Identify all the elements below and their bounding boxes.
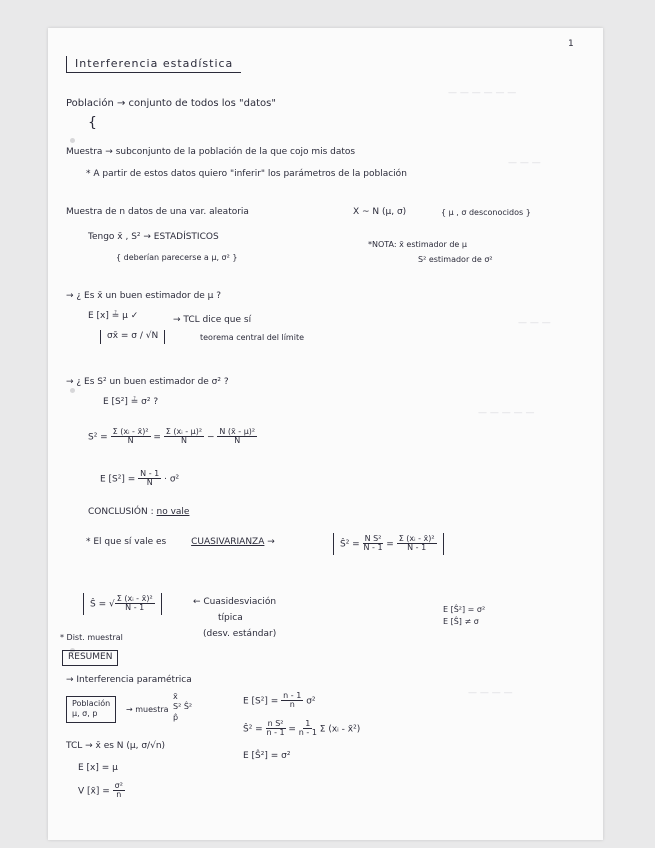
resumen-cuasi: Ŝ² = $\frac{\text{n S²}}{n - 1}$ = $\frac{1}{n - 1}$ Σ (xᵢ - x̄²): [243, 719, 361, 738]
side-note-1: E [Ŝ²] = σ²: [443, 605, 486, 614]
resumen-ex: E [x] = μ: [78, 763, 118, 773]
notebook-page: [48, 28, 603, 840]
resumen-es2: E [S²] = $\frac{n - 1}{n}$ σ²: [243, 691, 316, 710]
page-number: 1: [568, 39, 574, 49]
s2-formula: S² = $\frac{\text{Σ (xᵢ - x̄)²}}{N}$ = $\frac{\text{Σ (xᵢ - μ)²}}{N}$ − $\frac{\text{N (x̄ - μ)²}}{N}$: [88, 427, 256, 446]
question-2: → ¿ Es S² un buen estimador de σ² ?: [66, 377, 229, 387]
line-poblacion: Población → conjunto de todos los "datos": [66, 98, 276, 109]
estimadores: x̄ S² Ŝ² p̂: [173, 692, 193, 722]
desv-label-3: (desv. estándar): [203, 629, 277, 639]
desv-label-2: típica: [218, 613, 243, 623]
resumen-vx: V [x̄] = $\frac{\text{σ²}}{n}$: [78, 781, 123, 800]
bleed-through-text: — — —: [518, 318, 551, 328]
line-inferir: * A partir de estos datos quiero "inferir" los parámetros de la población: [86, 169, 407, 179]
line-distribucion: X ~ N (μ, σ): [353, 207, 407, 217]
cuasi-intro: * El que sí vale es CUASIVARIANZA →: [86, 537, 275, 547]
inferencia-line: → Interferencia paramétrica: [66, 675, 192, 685]
note-1: *NOTA: x̄ estimador de μ: [368, 240, 467, 249]
tcl-line: → TCL dice que sí: [173, 315, 252, 325]
line-deberian: { deberían parecerse a μ, σ² }: [116, 253, 238, 262]
punch-hole: [70, 138, 75, 143]
bleed-through-text: — — — — — —: [448, 88, 517, 98]
punch-hole: [70, 388, 75, 393]
bleed-through-text: — — — —: [468, 688, 513, 698]
es2-result: E [S²] = $\frac{N - 1}{N}$ · σ²: [100, 469, 180, 488]
dist-muestral: * Dist. muestral: [60, 633, 123, 642]
expected-x: E [x] ≟ μ ✓: [88, 311, 139, 321]
conclusion: CONCLUSIÓN : no vale: [88, 507, 190, 517]
sigma-x-formula: σx̄ = σ / √N: [100, 330, 165, 344]
side-note-2: E [Ŝ] ≠ σ: [443, 617, 479, 626]
note-2: S² estimador de σ²: [418, 255, 493, 264]
desv-formula: Ŝ = √ $\frac{\text{Σ (xᵢ - x̄)²}}{N - 1}$: [83, 593, 162, 615]
cuasi-formula: Ŝ² = $\frac{\text{N S²}}{N - 1}$ = $\frac{\text{Σ (xᵢ - x̄)²}}{N - 1}$: [333, 533, 444, 555]
resumen-heading: RESUMEN: [62, 650, 118, 666]
expected-s2: E [S²] ≟ σ² ?: [103, 397, 159, 407]
desv-label-1: ← Cuasidesviación: [193, 597, 277, 607]
resumen-es2-hat: E [Ŝ²] = σ²: [243, 751, 291, 761]
question-1: → ¿ Es x̄ un buen estimador de μ ?: [66, 291, 222, 301]
poblacion-box: Población μ, σ, p: [66, 696, 116, 723]
brace-glyph: {: [88, 115, 97, 131]
tcl-full: teorema central del límite: [200, 333, 304, 342]
line-desconocidos: { μ , σ desconocidos }: [441, 208, 531, 217]
page-title: Interferencia estadística: [66, 56, 241, 73]
line-muestra: Muestra → subconjunto de la población de la que cojo mis datos: [66, 147, 356, 157]
resumen-tcl: TCL → x̄ es N (μ, σ/√n): [66, 741, 166, 751]
bleed-through-text: — — — — —: [478, 408, 535, 418]
line-tengo: Tengo x̄ , S² → ESTADÍSTICOS: [88, 232, 219, 242]
line-muestra-n: Muestra de n datos de una var. aleatoria: [66, 207, 249, 217]
muestra-arrow: → muestra: [126, 705, 169, 714]
bleed-through-text: — — —: [508, 158, 541, 168]
